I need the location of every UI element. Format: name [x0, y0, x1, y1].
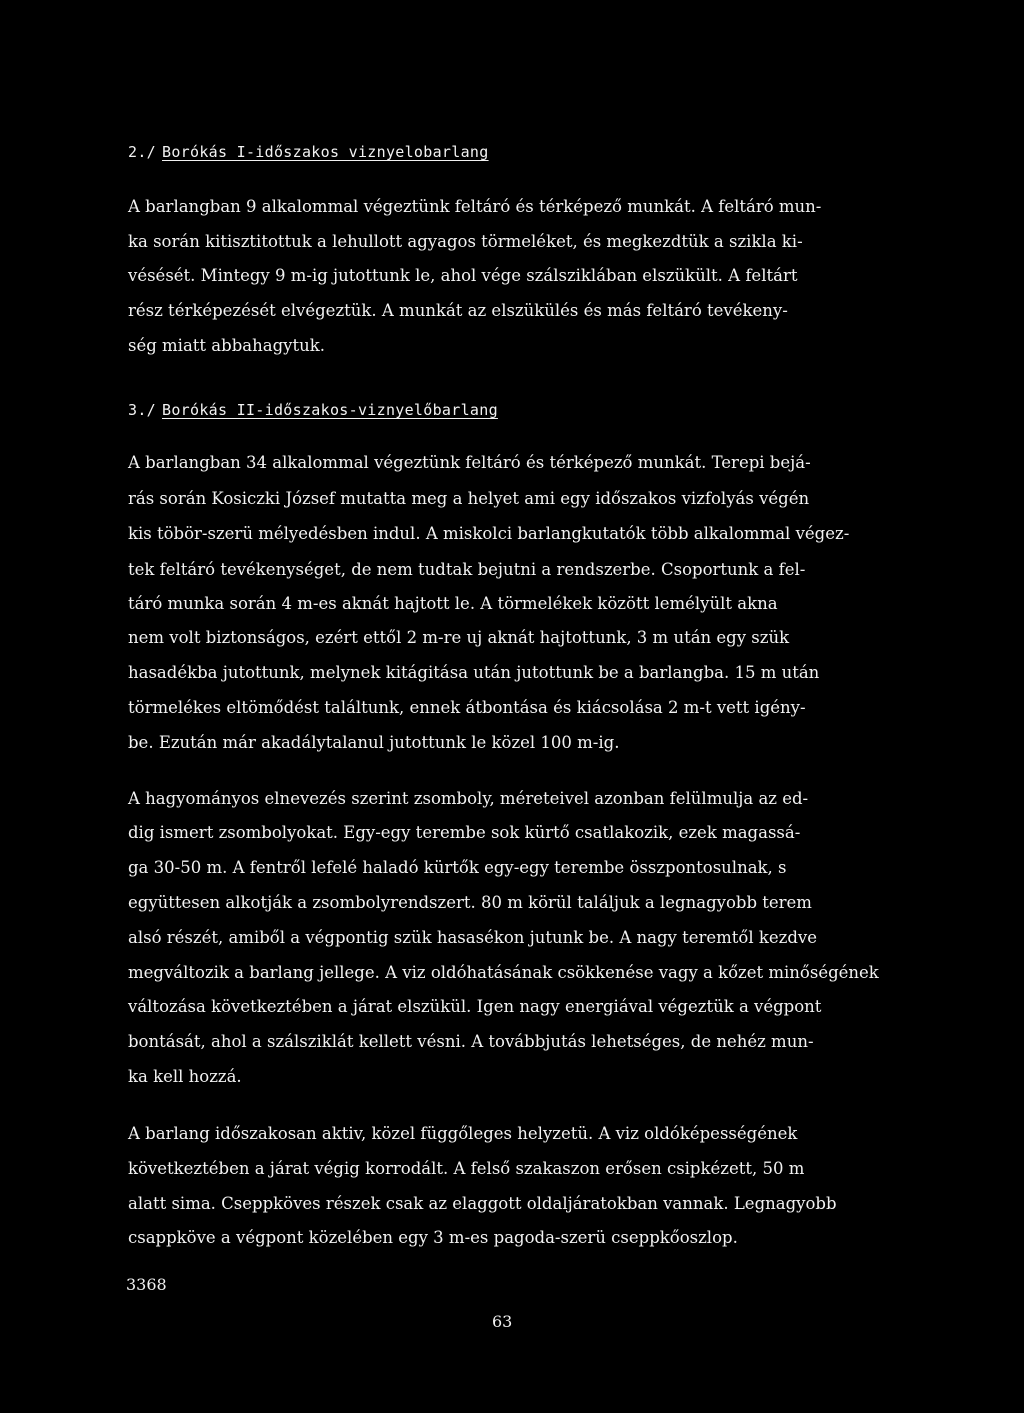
text-line: be. Ezután már akadálytalanul jutottunk le közel 100 m-ig. [128, 733, 620, 752]
text-line: törmelékes eltömődést találtunk, ennek átbontása és kiácsolása 2 m-t vett igény- [128, 698, 806, 717]
text-line: ség miatt abbahagytuk. [128, 336, 325, 355]
text-line: ga 30-50 m. A fentről lefelé haladó kürtők egy-egy terembe összpontosulnak, s [128, 858, 787, 877]
text-line: táró munka során 4 m-es aknát hajtott le. A törmelékek között lemélyült akna [128, 594, 778, 613]
section-3-number: 3./ [128, 401, 156, 419]
text-line: rás során Kosiczki József mutatta meg a helyet ami egy időszakos vizfolyás végén [128, 489, 810, 508]
text-line: együttesen alkotják a zsombolyrendszert. 80 m körül találjuk a legnagyobb terem [128, 893, 812, 912]
text-line: megváltozik a barlang jellege. A viz oldóhatásának csökkenése vagy a kőzet minőségének [128, 963, 879, 982]
section-2-title: Borókás I-időszakos viznyelobarlang [162, 143, 489, 161]
section-2-heading [128, 143, 489, 161]
text-line: vésését. Mintegy 9 m-ig jutottunk le, ahol vége szálsziklában elszükült. A feltárt [128, 266, 798, 285]
text-line: A hagyományos elnevezés szerint zsomboly, méreteivel azonban felülmulja az ed- [128, 789, 809, 808]
text-line: hasadékba jutottunk, melynek kitágitása után jutottunk be a barlangba. 15 m után [128, 663, 820, 682]
text-line: A barlangban 9 alkalommal végeztünk feltáró és térképező munkát. A feltáró mun- [128, 197, 822, 216]
page-number: 63 [492, 1312, 513, 1331]
text-line: rész térképezését elvégeztük. A munkát az elszükülés és más feltáró tevékeny- [128, 301, 788, 320]
section-2-number: 2./ [128, 143, 156, 161]
document-code: 3368 [126, 1275, 167, 1294]
text-line: A barlangban 34 alkalommal végeztünk feltáró és térképező munkát. Terepi bejá- [128, 453, 811, 472]
text-line: ka kell hozzá. [128, 1067, 242, 1086]
text-line: alatt sima. Cseppköves részek csak az elaggott oldaljáratokban vannak. Legnagyobb [128, 1194, 837, 1213]
text-line: kis töbör-szerü mélyedésben indul. A miskolci barlangkutatók több alkalommal végez- [128, 524, 850, 543]
text-line: dig ismert zsombolyokat. Egy-egy terembe sok kürtő csatlakozik, ezek magassá- [128, 823, 801, 842]
section-3-heading [128, 401, 498, 419]
text-line: nem volt biztonságos, ezért ettől 2 m-re uj aknát hajtottunk, 3 m után egy szük [128, 628, 790, 647]
text-line: A barlang időszakosan aktiv, közel függőleges helyzetü. A viz oldóképességének [128, 1124, 798, 1143]
text-line: következtében a járat végig korrodált. A felső szakaszon erősen csipkézett, 50 m [128, 1159, 805, 1178]
text-line: tek feltáró tevékenységet, de nem tudtak bejutni a rendszerbe. Csoportunk a fel- [128, 560, 806, 579]
text-line: ka során kitisztitottuk a lehullott agyagos törmeléket, és megkezdtük a szikla ki- [128, 232, 803, 251]
section-3-title: Borókás II-időszakos-viznyelőbarlang [162, 401, 498, 419]
text-line: csappköve a végpont közelében egy 3 m-es pagoda-szerü cseppkőoszlop. [128, 1228, 738, 1247]
text-line: bontását, ahol a szálsziklát kellett vésni. A továbbjutás lehetséges, de nehéz mun- [128, 1032, 814, 1051]
text-line: változása következtében a járat elszükül. Igen nagy energiával végeztük a végpont [128, 997, 822, 1016]
text-line: alsó részét, amiből a végpontig szük hasasékon jutunk be. A nagy teremtől kezdve [128, 928, 817, 947]
